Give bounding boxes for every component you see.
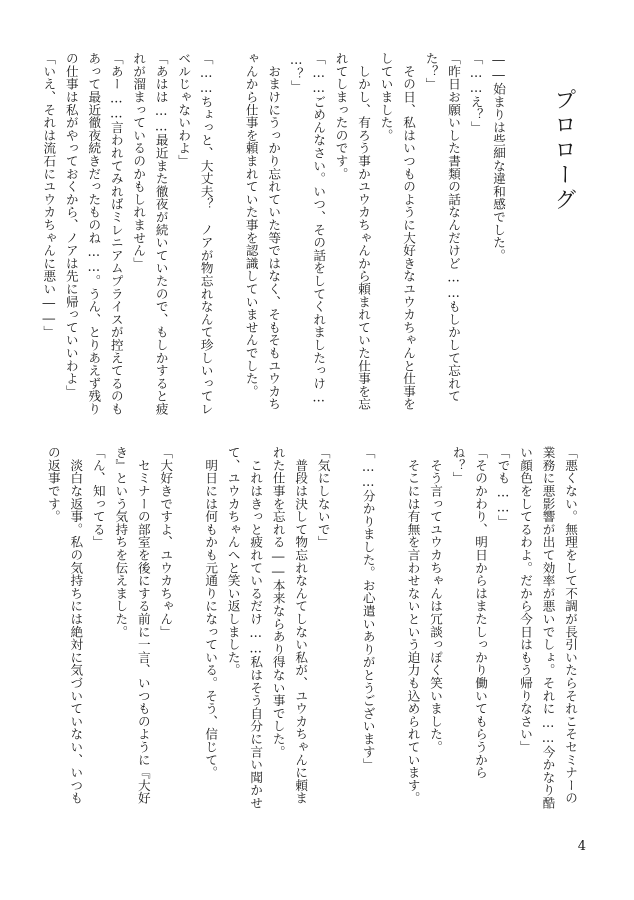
text-line: ――始まりは些細な違和感でした。 <box>491 52 506 262</box>
text-line: 「昨日お願いした書類の話なんだけど……もしかして忘れて <box>446 52 462 403</box>
top-text-block <box>41 52 578 416</box>
text-line: しかし、有ろう事かユウカちゃんから頼まれていた仕事を忘 <box>356 52 372 411</box>
text-line: 「……え？」 <box>468 52 484 134</box>
text-line: 「……分かりました。お心遣いありがとうございます」 <box>360 446 376 771</box>
page-number: 4 <box>577 839 586 854</box>
text-line: 「大好きですよ、ユウカちゃん」 <box>158 446 174 638</box>
text-line: 普段は決して物忘れなんてしない私が、ユウカちゃんに頼ま <box>293 446 309 805</box>
text-line: セミナーの部室を後にする前に一言、いつものように『大好 <box>135 446 151 805</box>
text-line: あって最近徹夜続きだったものね……。うん、とりあえず残り <box>86 52 102 416</box>
text-line: これはきっと疲れているだけ……私はそう自分に言い聞かせ <box>248 446 264 810</box>
text-line: ね？」 <box>450 446 466 485</box>
text-line: 「いえ、それは流石にユウカちゃんに悪い――」 <box>41 52 57 339</box>
text-line: 「あはは……最近また徹夜が続いていたので、もしかすると疲 <box>153 52 169 416</box>
blank-line <box>173 446 196 838</box>
text-line: い顔色をしてるわよ。だから今日はもう帰りなさい」 <box>518 446 534 754</box>
text-line: 淡白な返事。私の気持ちには絶対に気づいていない、いつも <box>68 446 84 805</box>
text-line: 「……ごめんなさい。いつ、その話をしてくれましたっけ… <box>311 52 327 405</box>
text-line: していました。 <box>378 52 394 142</box>
text-line: て、ユウカちゃんへと笑い返しました。 <box>225 446 241 677</box>
text-line: れてしまったのです。 <box>333 52 349 180</box>
text-line: その日、私はいつものように大好きなユウカちゃんと仕事を <box>401 52 417 411</box>
bottom-text-block <box>45 446 578 838</box>
text-line: そこには有無を言わせないという迫力も込められています。 <box>405 446 421 805</box>
text-line: れた仕事を忘れる――本来ならあり得ない事でした。 <box>270 446 286 758</box>
chapter-title: プロローグ <box>551 88 576 213</box>
text-line: 業務に悪影響が出て効率が悪いでしょ。それに……今かなり酷 <box>540 446 556 810</box>
text-line: ゃんから仕事を頼まれていた事を認識していませんでした。 <box>243 52 259 398</box>
text-line: 「でも……」 <box>495 446 511 528</box>
blank-line <box>331 446 354 838</box>
text-line: おまけにうっかり忘れていた等ではなく、そもそもユウカち <box>266 52 282 411</box>
text-line: れが溜まっているのかもしれません」 <box>131 52 147 270</box>
text-line: き』という気持ちを伝えました。 <box>113 446 129 638</box>
text-line: 「悪くない。無理をして不調が長引いたらそれこそセミナーの <box>563 446 578 805</box>
blank-line <box>214 52 237 397</box>
text-line: ベルじゃないわよ」 <box>176 52 192 168</box>
blank-line <box>376 446 399 838</box>
text-line: 「そのかわり、明日からはまたしっかり働いてもらうから <box>473 446 489 779</box>
text-line: 明日には何もかも元通りになっている。そう、信じて。 <box>203 446 219 779</box>
text-line: の仕事は私がやっておくから、ノアは先に帰っていいわよ」 <box>63 52 79 398</box>
text-line: そう言ってユウカちゃんは冗談っぽく笑いました。 <box>428 446 444 754</box>
text-line: の返事です。 <box>45 446 61 523</box>
text-line: …？」 <box>288 52 304 93</box>
text-line: 「気にしないで」 <box>315 446 331 549</box>
text-line: 「ん、知ってる」 <box>90 446 106 549</box>
text-line: た？」 <box>423 52 439 91</box>
text-line: 「……ちょっと、大丈夫？ ノアが物忘れなんて珍しいってレ <box>198 52 214 416</box>
text-line: 「あー……言われてみればミレニアムプライスが控えてるのも <box>108 52 124 416</box>
